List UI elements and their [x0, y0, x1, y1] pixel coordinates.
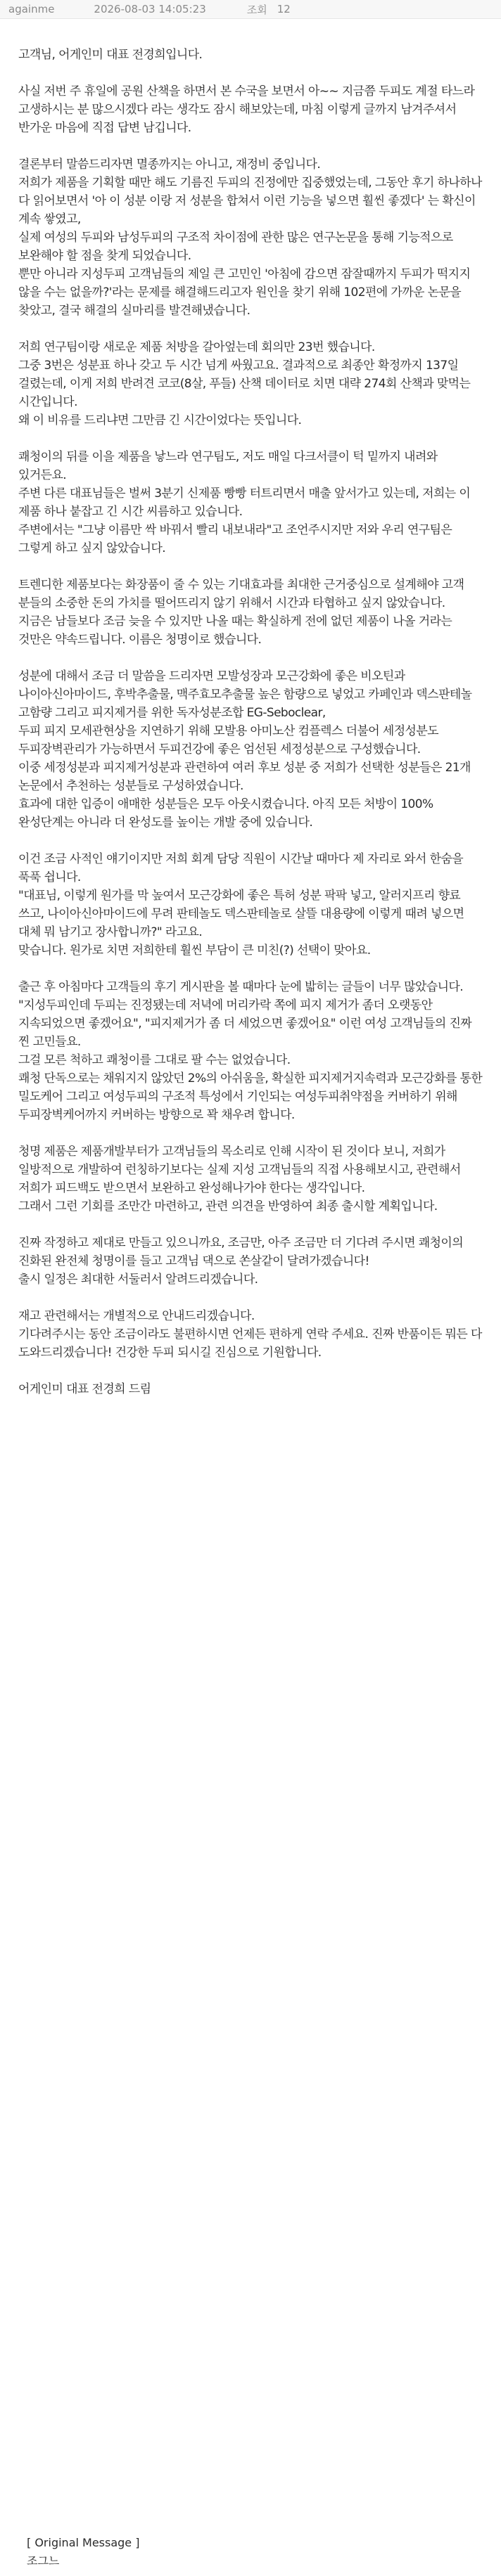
signature: 어게인미 대표 전경희 드림: [18, 1382, 151, 1396]
post-date: 2026-08-03 14:05:23: [94, 3, 206, 15]
paragraph-plan: 청명 제품은 제품개발부터가 고객님들의 목소리로 인해 시작이 된 것이다 보니, 저희가 일방적으로 개발하여 런칭하기보다는 실제 지성 고객님들의 직접 사용해보시고, 관련해서 저희가 피드백도 받으면서 보완하고 완성해나가야 한다는 생각입니다. 그래서 그런 기회를 조만간 마련하고, 관련 의견을 반영하여 최종 출시할 계획입니다.: [18, 1145, 461, 1213]
paragraph-cost: 이건 조금 사적인 얘기이지만 저희 회계 담당 직원이 시간날 때마다 제 자리로 와서 한숨을 푹푹 쉽니다. "대표님, 이렇게 원가를 막 높여서 모근강화에 좋은 특허 성분 팍팍 넣고, 알러지프리 향료 쓰고, 나이아신아마이드에 무려 판테놀도 덱스판테놀로 살뜰 대용량에 이렇게 때려 넣으면 대체 뭐 남기고 장사합니까?" 라고요. 맞습니다. 원가로 치면 저희한테 훨씬 부담이 큰 미친(?) 선택이 맞아요.: [18, 852, 464, 958]
paragraph-research: 저희 연구팀이랑 새로운 제품 처방을 갈아엎는데 회의만 23번 했습니다. 그중 3번은 성분표 하나 갖고 두 시간 넘게 싸웠고요. 결과적으로 최종안 확정까지 137일 걸렸는데, 이게 저희 반려견 코코(8살, 푸들) 산책 데이터로 치면 대략 274회 산책과 맞먹는 시간입니다. 왜 이 비유를 드리냐면 그만큼 긴 시간이었다는 뜻입니다.: [18, 340, 471, 427]
author-name: againme: [8, 3, 55, 15]
views-count: 12: [277, 3, 291, 15]
original-message-section: [27, 2534, 139, 2565]
original-message-preview: 조그느: [27, 2554, 60, 2565]
paragraph-promise: 트렌디한 제품보다는 화장품이 줄 수 있는 기대효과를 최대한 근거중심으로 설계해야 고객 분들의 소중한 돈의 가치를 떨어뜨리지 않기 위해서 시간과 타협하고 싶지 않았습니다. 지금은 남들보다 조금 늦을 수 있지만 나올 때는 확실하게 전에 없던 제품이 나올 거라는 것만은 약속드립니다. 이름은 청명이로 했습니다.: [18, 578, 464, 647]
post-meta-bar: [0, 0, 501, 19]
paragraph-reviews: 출근 후 아침마다 고객들의 후기 게시판을 볼 때마다 눈에 밟히는 글들이 너무 많았습니다. "지성두피인데 두피는 진정됐는데 저녁에 머리카락 쪽에 피지 제거가 좀더 오랫동안 지속되었으면 좋겠어요", "피지제거가 좀 더 세었으면 좋겠어요" 이런 여성 고객님들의 진짜 찐 고민들요. 그걸 모른 척하고 쾌청이를 그대로 팔 수는 없었습니다. 쾌청 단독으로는 채워지지 않았던 2%의 아쉬움을, 확실한 피지제거지속력과 모근강화를 통한 밀도케어 그리고 여성두피의 구조적 특성에서 기인되는 여성두피취약점을 커버하기 위해 두피장벽케어까지 커버하는 방향으로 꽉 채우려 합니다.: [18, 980, 483, 1122]
reply-body: [0, 19, 501, 1398]
paragraph-development: 쾌청이의 뒤를 이을 제품을 낳느라 연구팀도, 저도 매일 다크서클이 턱 밑까지 내려와 있거든요. 주변 다른 대표님들은 벌써 3분기 신제품 빵빵 터트리면서 매출 앞서가고 있는데, 저희는 이 제품 하나 붙잡고 긴 시간 씨름하고 있습니다. 주변에서는 "그냥 이름만 싹 바꿔서 빨리 내보내라"고 조언주시지만 저와 우리 연구팀은 그렇게 하고 싶지 않았습니다.: [18, 450, 471, 555]
paragraph-ingredients: 성분에 대해서 조금 더 말씀을 드리자면 모발성장과 모근강화에 좋은 비오틴과 나이아신아마이드, 후박추출물, 맥주효모추출물 높은 함량으로 넣었고 카페인과 덱스판테놀 고함량 그리고 피지제거를 위한 독자성분조합 EG-Seboclear, 두피 피지 모세관현상을 지연하기 위해 모발용 아미노산 컴플렉스 더불어 세정성분도 두피장벽관리가 가능하면서 두피건강에 좋은 엄선된 세정성분으로 구성했습니다. 이중 세정성분과 피지제거성분과 관련하여 여러 후보 성분 중 저희가 선택한 성분들은 21개 논문에서 추천하는 성분들로 구성하였습니다. 효과에 대한 입증이 애매한 성분들은 모두 아웃시켰습니다. 아직 모든 처방이 100% 완성단계는 아니라 더 완성도를 높이는 개발 중에 있습니다.: [18, 669, 472, 830]
paragraph-intro: 사실 저번 주 휴일에 공원 산책을 하면서 본 수국을 보면서 아~~ 지금쯤 두피도 계절 타느라 고생하시는 분 많으시겠다 라는 생각도 잠시 해보았는데, 마침 이렇게 글까지 남겨주셔서 반가운 마음에 직접 답변 남깁니다.: [18, 84, 475, 135]
original-message-label: [ Original Message ]: [27, 2536, 140, 2549]
paragraph-greeting: 고객님, 어게인미 대표 전경희입니다.: [18, 48, 203, 62]
paragraph-wait: 진짜 작정하고 제대로 만들고 있으니까요, 조금만, 아주 조금만 더 기다려 주시면 쾌청이의 진화된 완전체 청명이를 들고 고객님 댁으로 쏜살같이 달려가겠습니다! 출시 일정은 최대한 서둘러서 알려드리겠습니다.: [18, 1236, 464, 1287]
paragraph-stock: 재고 관련해서는 개별적으로 안내드리겠습니다. 기다려주시는 동안 조금이라도 불편하시면 언제든 편하게 연락 주세요. 진짜 반품이든 뭐든 다 도와드리겠습니다! 건강한 두피 되시길 진심으로 기원합니다.: [18, 1309, 482, 1360]
paragraph-conclusion: 결론부터 말씀드리자면 멸종까지는 아니고, 재정비 중입니다. 저희가 제품을 기획할 때만 해도 기름진 두피의 진정에만 집중했었는데, 그동안 후기 하나하나 다 읽어보면서 '아 이 성분 이랑 저 성분을 합쳐서 이런 기능을 넣으면 훨씬 좋겠다' 는 확신이 계속 쌓였고, 실제 여성의 두피와 남성두피의 구조적 차이점에 관한 많은 연구논문을 통해 기능적으로 보완해야 할 점을 찾게 되었습니다. 뿐만 아니라 지성두피 고객님들의 제일 큰 고민인 '아침에 감으면 잠잘때까지 두피가 떡지지 않을 수는 없을까?'라는 문제를 해결해드리고자 원인을 찾기 위해 102편에 가까운 논문을 찾았고, 결국 해결의 실마리를 발견해냈습니다.: [18, 157, 482, 318]
views-label: 조회: [246, 3, 267, 16]
